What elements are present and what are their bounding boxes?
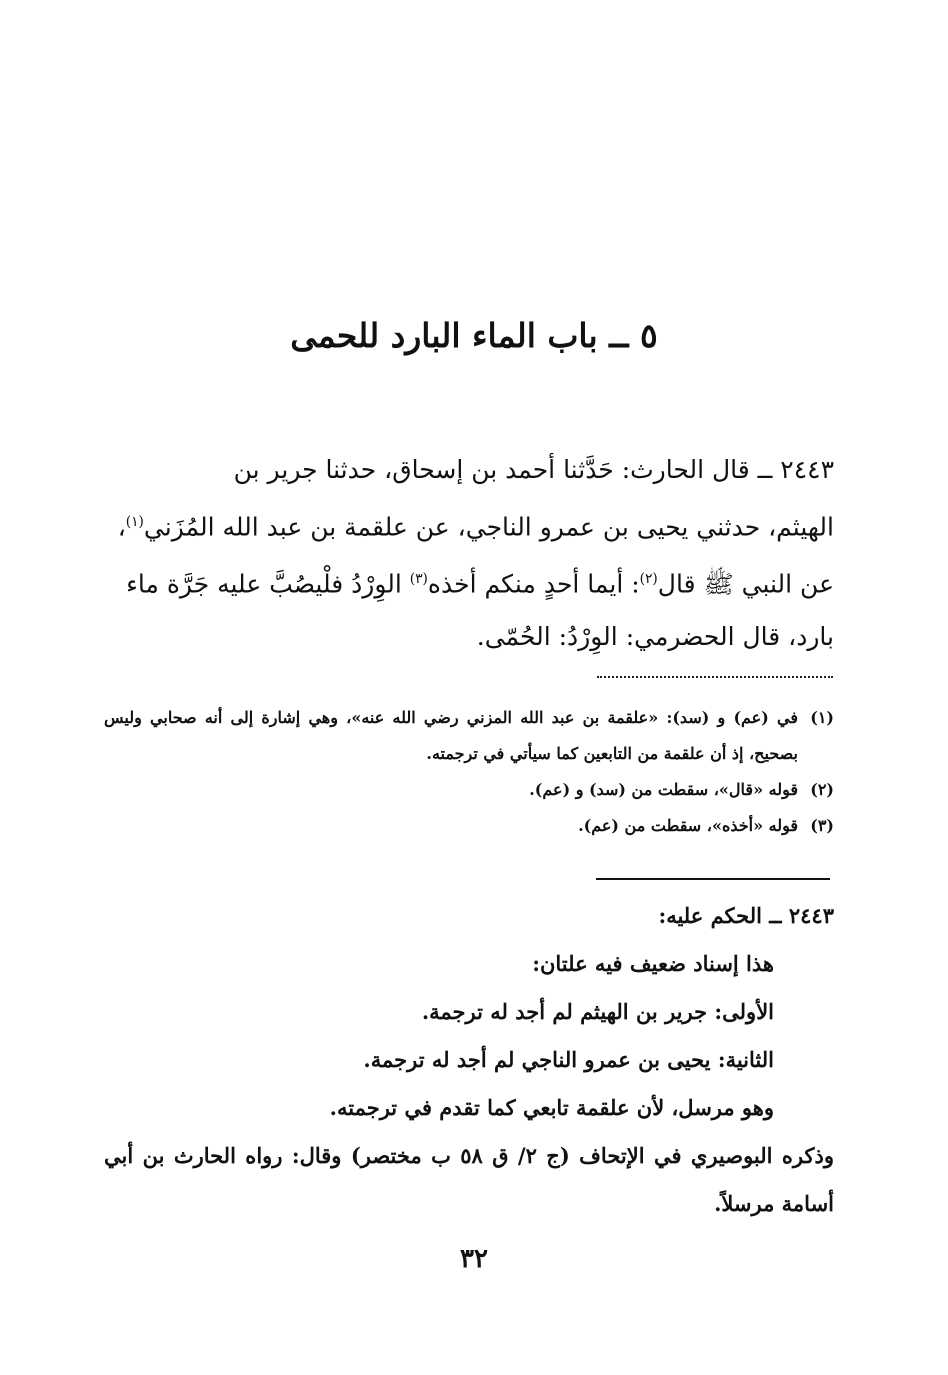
ruling-line: الأولى: جرير بن الهيثم لم أجد له ترجمة. <box>421 999 774 1024</box>
note-ref-2: (٢) <box>639 571 658 588</box>
footnote-number: (٢) <box>810 780 834 799</box>
footnote-number: (١) <box>810 708 834 727</box>
footnote-text: قوله «أخذه»، سقطت من (عم). <box>578 816 798 835</box>
ruling-line: هذا إسناد ضعيف فيه علتان: <box>532 951 774 976</box>
hadith-line-3-part-a: عن النبي ﷺ قال <box>657 569 834 599</box>
footnote-separator <box>597 676 833 678</box>
footnote <box>104 700 834 772</box>
hadith-line-2: الهيثم، حدثني يحيى بن عمرو الناجي، عن علقمة بن عبد الله المُزَني$^{(١)}$، <box>117 512 834 542</box>
hadith-line-3 <box>104 553 834 610</box>
hadith-text <box>104 444 834 663</box>
note-ref-1: (١) <box>125 514 144 530</box>
footnote-number: (٣) <box>810 816 834 835</box>
footnote <box>104 808 834 844</box>
hadith-line-2-text: الهيثم، حدثني يحيى بن عمرو الناجي، عن علقمة بن عبد الله المُزَني <box>143 512 834 542</box>
footnote-text: قوله «قال»، سقطت من (سد) و (عم). <box>529 780 798 799</box>
ruling-line: الثانية: يحيى بن عمرو الناجي لم أجد له ترجمة. <box>363 1047 774 1072</box>
hadith-line-4: بارد، قال الحضرمي: الوِرْدُ: الحُمّى. <box>476 621 834 651</box>
note-ref-3: (٣) <box>409 571 428 588</box>
ruling-heading: ٢٤٤٣ ــ الحكم عليه: <box>658 903 834 928</box>
chapter-title: ٥ ــ باب الماء البارد للحمى <box>290 316 658 355</box>
ruling-last-paragraph: وذكره البوصيري في الإتحاف (ج ٢/ ق ٥٨ ب مختصر) وقال: رواه الحارث بن أبي أسامة مرسلاً. <box>104 1143 834 1216</box>
footnote-text: في (عم) و (سد): «علقمة بن عبد الله المزني رضي الله عنه»، وهي إشارة إلى أنه صحابي وليس بصحيح، إذ أن علقمة من التابعين كما سيأتي في ترجمته. <box>104 708 798 763</box>
hadith-line-3-part-b: : أيما أحدٍ منكم أخذه <box>427 569 640 599</box>
footnote <box>104 772 834 808</box>
footnotes <box>104 700 834 844</box>
ruling-section <box>104 892 834 1228</box>
section-rule <box>596 878 830 880</box>
page-number: ٣٢ <box>460 1244 488 1274</box>
hadith-line-3-part-c: الوِرْدُ فلْيصُبَّ عليه جَرَّة ماء <box>126 569 410 599</box>
ruling-line: وهو مرسل، لأن علقمة تابعي كما تقدم في ترجمته. <box>329 1095 774 1120</box>
hadith-line-1: ٢٤٤٣ ــ قال الحارث: حَدَّثنا أحمد بن إسحاق، حدثنا جرير بن <box>233 455 834 484</box>
